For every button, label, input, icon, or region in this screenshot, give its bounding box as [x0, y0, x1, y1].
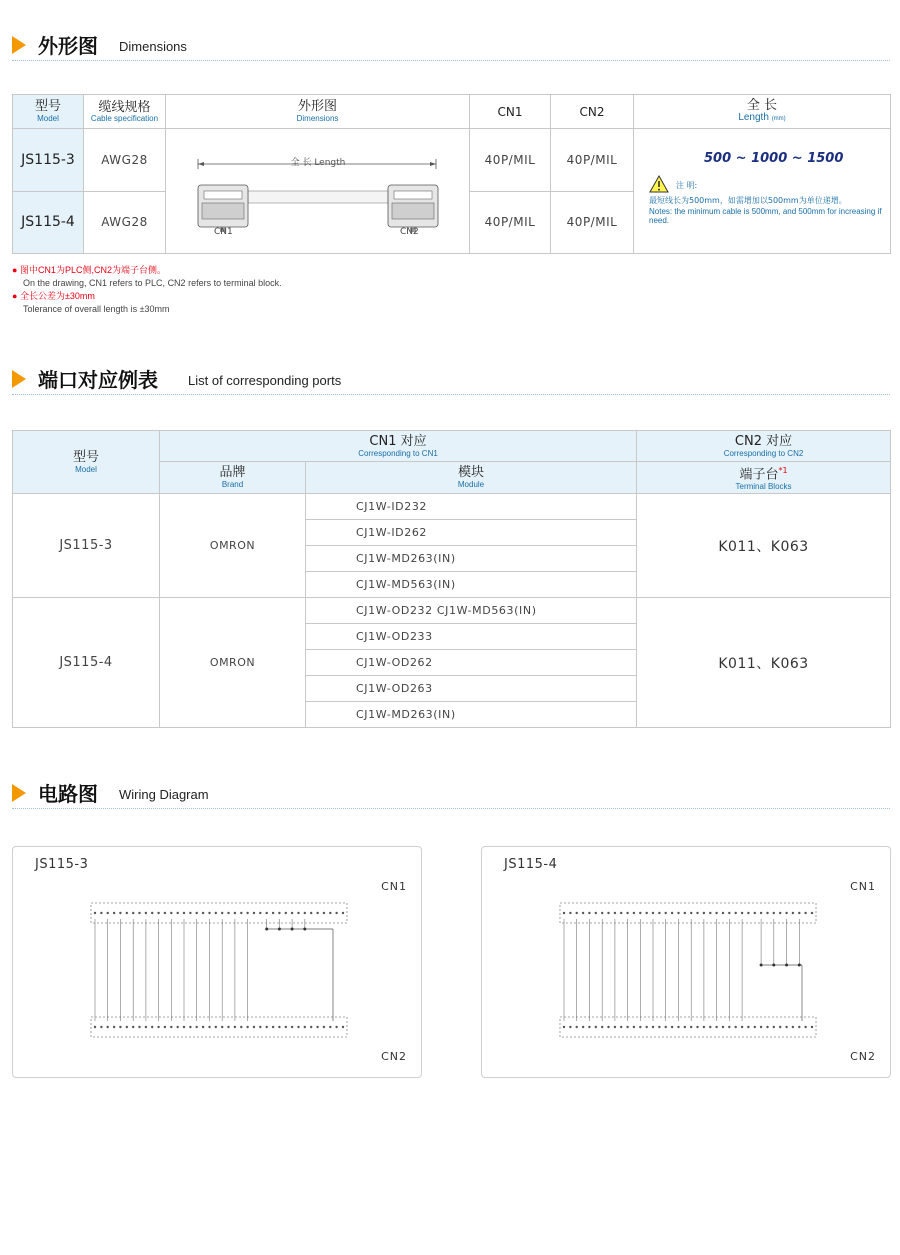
cn2-pin [297, 1026, 299, 1028]
cn1-pin [620, 912, 622, 914]
cn2-pin [221, 1026, 223, 1028]
cn1-pin [126, 912, 128, 914]
cn1-pin [208, 912, 210, 914]
cn1-pin [569, 912, 571, 914]
wiring-cn1-label: CN1 [850, 880, 876, 893]
cn1-pin [792, 912, 794, 914]
cn1-pin [677, 912, 679, 914]
cn2-pin [164, 1026, 166, 1028]
cn2-pin [196, 1026, 198, 1028]
cn2-pin [310, 1026, 312, 1028]
cn2-connector-outline [91, 1017, 347, 1037]
cn1-pin [588, 912, 590, 914]
module-cell: CJ1W-OD262 [306, 650, 637, 676]
header-model: 型号 Model [13, 431, 160, 494]
cn2-pin [272, 1026, 274, 1028]
cn1-pin [94, 912, 96, 914]
module-cell: CJ1W-OD232 CJ1W-MD563(IN) [306, 598, 637, 624]
arrow-icon [12, 36, 26, 54]
cn1-pin [639, 912, 641, 914]
cn2-pin [728, 1026, 730, 1028]
cn1-pin [266, 912, 268, 914]
cn1-pin [196, 912, 198, 914]
cn2-pin [614, 1026, 616, 1028]
cn1-pin [100, 912, 102, 914]
row-cn2: 40P/MIL [551, 191, 634, 254]
cn1-pin [658, 912, 660, 914]
cn1-pin [614, 912, 616, 914]
cn2-pin [335, 1026, 337, 1028]
dimensions-table [12, 94, 891, 254]
wiring-cn2-label: CN2 [381, 1050, 407, 1063]
module-cell: CJ1W-MD263(IN) [306, 702, 637, 728]
cn2-pin [94, 1026, 96, 1028]
cn1-pin [246, 912, 248, 914]
header-brand: 品牌 Brand [160, 462, 306, 494]
cn2-pin [215, 1026, 217, 1028]
junction-dot [798, 964, 801, 967]
cn2-pin [798, 1026, 800, 1028]
length-cell [634, 129, 891, 254]
cn2-pin [253, 1026, 255, 1028]
length-label: 全 长 Length [290, 158, 346, 168]
cn1-pin [316, 912, 318, 914]
arrow-icon [12, 370, 26, 388]
section-title-en: Wiring Diagram [119, 787, 209, 802]
cn2-pin [671, 1026, 673, 1028]
cn2-pin [633, 1026, 635, 1028]
cn1-pin [709, 912, 711, 914]
cn1-pin [335, 912, 337, 914]
note-item-en: Tolerance of overall length is ±30mm [23, 304, 170, 314]
cn2-pin [208, 1026, 210, 1028]
header-terminal: 端子台$^{*1}$ Terminal Blocks [637, 462, 891, 494]
cn1-pin [170, 912, 172, 914]
cn1-pin [665, 912, 667, 914]
junction-dot [760, 964, 763, 967]
cn2-pin [227, 1026, 229, 1028]
cn1-pin [715, 912, 717, 914]
cn2-pin [100, 1026, 102, 1028]
cn1-pin [798, 912, 800, 914]
module-cell: CJ1W-ID262 [306, 520, 637, 546]
row-cable: AWG28 [84, 191, 166, 254]
cn2-pin [342, 1026, 344, 1028]
header-cn2: CN2 对应 Corresponding to CN2 [637, 431, 891, 462]
header-length: 全 长 Length (mm) [634, 95, 891, 129]
cn1-pin [804, 912, 806, 914]
junction-dot [772, 964, 775, 967]
group-brand: OMRON [160, 494, 306, 598]
section-header-dimensions [12, 30, 890, 61]
cn2-pin [626, 1026, 628, 1028]
section-header-wiring [12, 778, 890, 809]
cn1-pin [189, 912, 191, 914]
section-header-ports [12, 364, 890, 395]
module-cell: CJ1W-OD263 [306, 676, 637, 702]
cn2-connector-outline [560, 1017, 816, 1037]
cn2-pin [113, 1026, 115, 1028]
cn2-pin [658, 1026, 660, 1028]
cn1-pin [728, 912, 730, 914]
cn2-pin [804, 1026, 806, 1028]
cn2-pin [620, 1026, 622, 1028]
wiring-cn1-label: CN1 [381, 880, 407, 893]
wiring-title: JS115-3 [35, 857, 89, 872]
cn2-pin [773, 1026, 775, 1028]
note-item: ● 图中CN1为PLC侧,CN2为端子台侧。 [12, 265, 166, 275]
row-cn2: 40P/MIL [551, 129, 634, 192]
cn2-pin [285, 1026, 287, 1028]
cn1-pin [735, 912, 737, 914]
cn1-pin [297, 912, 299, 914]
wiring-panel-js115-4 [481, 846, 891, 1078]
junction-dot [785, 964, 788, 967]
cn2-pin [684, 1026, 686, 1028]
cn1-pin [760, 912, 762, 914]
cn1-pin [595, 912, 597, 914]
cn2-pin [722, 1026, 724, 1028]
cn2-pin [259, 1026, 261, 1028]
cn1-pin [633, 912, 635, 914]
cn1-pin [626, 912, 628, 914]
cn1-pin [221, 912, 223, 914]
module-cell: CJ1W-OD233 [306, 624, 637, 650]
section-title-cn: 电路图 [38, 782, 98, 806]
cn1-pin [272, 912, 274, 914]
cn1-pin [671, 912, 673, 914]
group-terminals: K011、K063 [637, 598, 891, 728]
wiring-cn2-label: CN2 [850, 1050, 876, 1063]
cable-drawing [166, 129, 470, 254]
section-title-cn: 外形图 [38, 34, 98, 58]
cn2-pin [665, 1026, 667, 1028]
note-title: 注 明: [676, 181, 698, 190]
cn2-pin [766, 1026, 768, 1028]
drawing-notes [12, 264, 282, 316]
cn1-pin [747, 912, 749, 914]
cn1-pin [215, 912, 217, 914]
header-cn1: CN1 [470, 95, 551, 129]
cn1-pin [601, 912, 603, 914]
cn1-pin [696, 912, 698, 914]
cn2-pin [151, 1026, 153, 1028]
section-title-en: List of corresponding ports [188, 373, 342, 388]
cn1-pin [138, 912, 140, 914]
cn2-pin [183, 1026, 185, 1028]
cn2-pin [595, 1026, 597, 1028]
cn1-pin [145, 912, 147, 914]
note-item-en: On the drawing, CN1 refers to PLC, CN2 refers to terminal block. [23, 278, 282, 288]
header-cn2: CN2 [551, 95, 634, 129]
cn2-pin [323, 1026, 325, 1028]
header-cable: 缆线规格 Cable specification [84, 95, 166, 129]
cn1-pin [164, 912, 166, 914]
header-model: 型号 Model [13, 95, 84, 129]
cn1-pin [703, 912, 705, 914]
row-model: JS115-3 [13, 129, 84, 192]
cn1-pin [202, 912, 204, 914]
cn1-pin [234, 912, 236, 914]
cn2-pin [234, 1026, 236, 1028]
cn2-pin [132, 1026, 134, 1028]
cn2-pin [157, 1026, 159, 1028]
cn1-pin [183, 912, 185, 914]
wiring-diagram [13, 847, 421, 1077]
cn1-pin [227, 912, 229, 914]
module-cell: CJ1W-MD563(IN) [306, 572, 637, 598]
cn2-pin [278, 1026, 280, 1028]
cn2-pin [607, 1026, 609, 1028]
junction-dot [278, 928, 281, 931]
cn2-pin [715, 1026, 717, 1028]
cn1-pin [304, 912, 306, 914]
cn2-pin [646, 1026, 648, 1028]
arrow-icon [12, 784, 26, 802]
header-cn1: CN1 对应 Corresponding to CN1 [160, 431, 637, 462]
cable-drawing-svg [166, 129, 470, 253]
cn2-pin [747, 1026, 749, 1028]
cn1-pin [177, 912, 179, 914]
note-en: Notes: the minimum cable is 500mm, and 500mm for increasing if need. [649, 207, 882, 225]
cn2-pin [576, 1026, 578, 1028]
cn1-pin [785, 912, 787, 914]
cn1-pin [310, 912, 312, 914]
length-values: 500 ~ 1000 ~ 1500 [704, 151, 844, 166]
cn2-pin [703, 1026, 705, 1028]
cn2-pin [563, 1026, 565, 1028]
cn2-pin [107, 1026, 109, 1028]
cn1-pin [563, 912, 565, 914]
cn2-pin [811, 1026, 813, 1028]
cn1-pin [766, 912, 768, 914]
cn2-pin [316, 1026, 318, 1028]
cn1-pin [722, 912, 724, 914]
cn1-pin [646, 912, 648, 914]
cn1-pin [684, 912, 686, 914]
group-model: JS115-4 [13, 598, 160, 728]
header-module: 模块 Module [306, 462, 637, 494]
cn1-pin [329, 912, 331, 914]
cn2-label: CN2 [400, 227, 419, 237]
cn2-pin [126, 1026, 128, 1028]
cn1-pin [259, 912, 261, 914]
cn2-pin [601, 1026, 603, 1028]
cn1-pin [240, 912, 242, 914]
cn1-pin [151, 912, 153, 914]
warning-icon [649, 175, 669, 193]
cn1-connector-outline [560, 903, 816, 923]
cn1-pin [607, 912, 609, 914]
cn1-pin [652, 912, 654, 914]
cn2-pin [760, 1026, 762, 1028]
junction-dot [291, 928, 294, 931]
cn2-pin [304, 1026, 306, 1028]
cn2-pin [792, 1026, 794, 1028]
module-cell: CJ1W-MD263(IN) [306, 546, 637, 572]
row-cable: AWG28 [84, 129, 166, 192]
cn2-pin [138, 1026, 140, 1028]
cn1-pin [291, 912, 293, 914]
cn2-pin [246, 1026, 248, 1028]
cn1-pin [741, 912, 743, 914]
cn1-pin [342, 912, 344, 914]
header-dimensions: 外形图 Dimensions [166, 95, 470, 129]
cn2-pin [754, 1026, 756, 1028]
cn1-pin [811, 912, 813, 914]
cn2-pin [329, 1026, 331, 1028]
cn2-pin [652, 1026, 654, 1028]
cn1-pin [132, 912, 134, 914]
cn2-pin [240, 1026, 242, 1028]
cn2-pin [582, 1026, 584, 1028]
cn1-pin [278, 912, 280, 914]
cn1-pin [107, 912, 109, 914]
cn1-label: CN1 [214, 227, 233, 237]
cn1-pin [779, 912, 781, 914]
note-cn: 最短线长为500mm，如需增加以500mm为单位递增。 [649, 196, 847, 205]
note-item: ● 全长公差为±30mm [12, 291, 95, 301]
row-cn1: 40P/MIL [470, 191, 551, 254]
cn1-pin [253, 912, 255, 914]
row-cn1: 40P/MIL [470, 129, 551, 192]
group-model: JS115-3 [13, 494, 160, 598]
ports-table [12, 430, 891, 728]
cn1-pin [323, 912, 325, 914]
cn2-pin [785, 1026, 787, 1028]
wiring-diagram [482, 847, 890, 1077]
cn1-pin [754, 912, 756, 914]
cn1-pin [285, 912, 287, 914]
cn1-pin [582, 912, 584, 914]
section-title-cn: 端口对应例表 [38, 368, 158, 392]
cn1-connector-outline [91, 903, 347, 923]
cn2-pin [569, 1026, 571, 1028]
cn1-pin [157, 912, 159, 914]
cn2-pin [202, 1026, 204, 1028]
cn2-pin [690, 1026, 692, 1028]
cn2-pin [145, 1026, 147, 1028]
cn2-pin [291, 1026, 293, 1028]
cn2-pin [779, 1026, 781, 1028]
wiring-title: JS115-4 [504, 857, 558, 872]
cn2-pin [735, 1026, 737, 1028]
cn2-pin [588, 1026, 590, 1028]
row-model: JS115-4 [13, 191, 84, 254]
cn2-pin [170, 1026, 172, 1028]
junction-dot [265, 928, 268, 931]
group-brand: OMRON [160, 598, 306, 728]
cn1-pin [113, 912, 115, 914]
cn2-pin [266, 1026, 268, 1028]
section-title-en: Dimensions [119, 39, 187, 54]
cn1-pin [576, 912, 578, 914]
cn1-pin [119, 912, 121, 914]
cn2-pin [639, 1026, 641, 1028]
wiring-panel-js115-3 [12, 846, 422, 1078]
cn2-pin [189, 1026, 191, 1028]
cn2-pin [177, 1026, 179, 1028]
cn2-pin [709, 1026, 711, 1028]
cn1-pin [690, 912, 692, 914]
module-cell: CJ1W-ID232 [306, 494, 637, 520]
cn1-pin [773, 912, 775, 914]
junction-dot [303, 928, 306, 931]
cn2-pin [677, 1026, 679, 1028]
cn2-pin [741, 1026, 743, 1028]
group-terminals: K011、K063 [637, 494, 891, 598]
cn2-pin [119, 1026, 121, 1028]
cn2-pin [696, 1026, 698, 1028]
